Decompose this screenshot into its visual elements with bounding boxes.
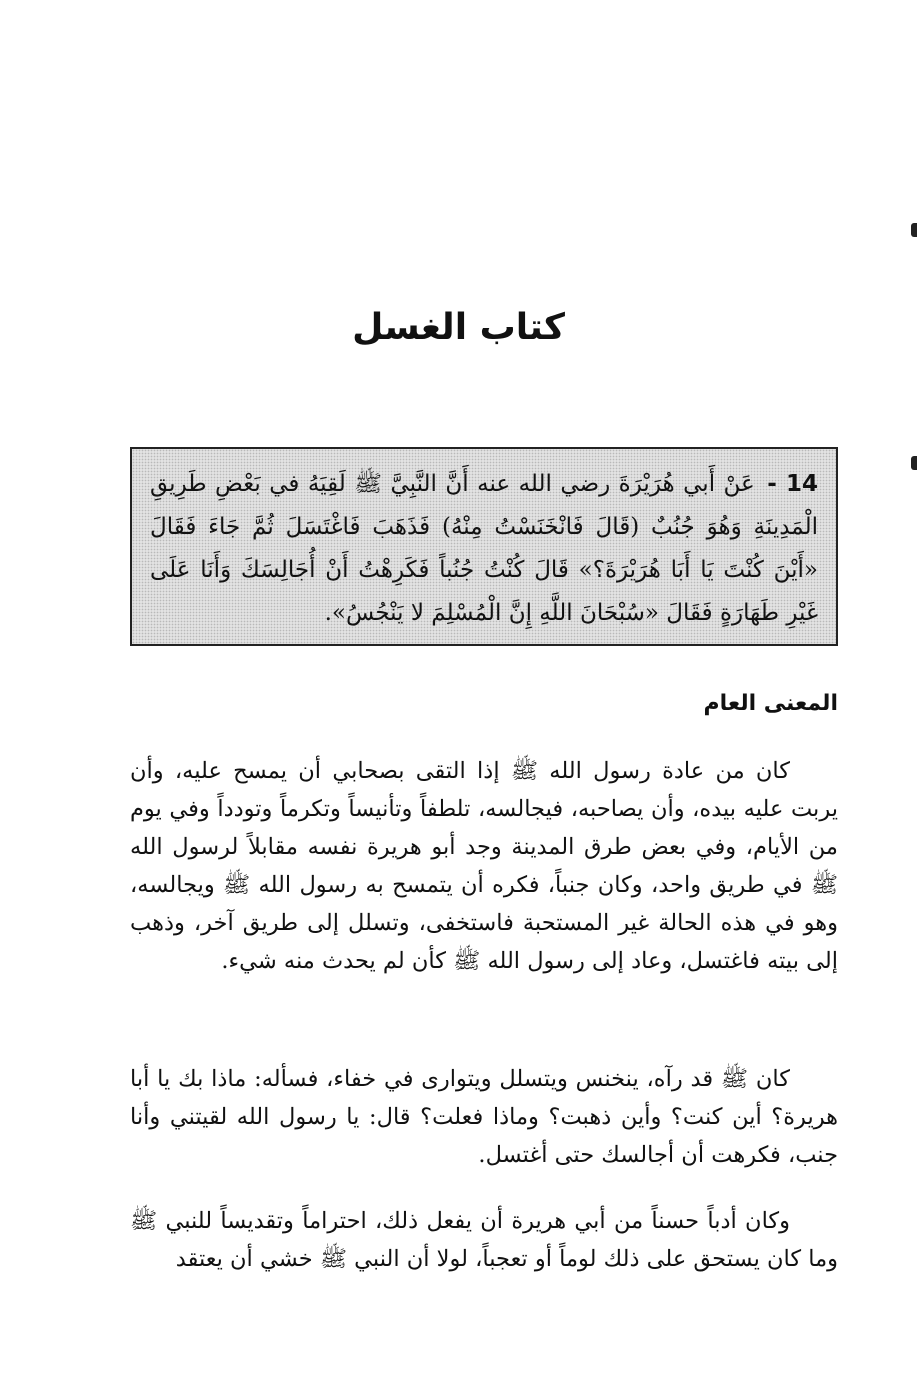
paragraph: وكان أدباً حسناً من أبي هريرة أن يفعل ذلك، احتراماً وتقديساً للنبي ﷺ وما كان يستحق على ذلك لوماً أو تعجباً، لولا أن النبي ﷺ خشي أن يعتقد: [130, 1208, 838, 1272]
hadith-number: 14 -: [767, 471, 819, 497]
chapter-title: كتاب الغسل: [352, 307, 565, 348]
paragraph: كان من عادة رسول الله ﷺ إذا التقى بصحابي أن يمسح عليه، وأن يربت عليه بيده، وأن يصاحبه، فيجالسه، تلطفاً وتأنيساً وتكرماً وتودداً وفي يوم من الأيام، وفي بعض طرق المدينة وجد أبو هريرة نفسه مقابلاً لرسول الله ﷺ في طريق واحد، وكان جنباً، فكره أن يتمسح به رسول الله ﷺ ويجالسه، وهو في هذه الحالة غير المستحبة فاستخفى، وتسلل إلى طريق آخر، وذهب إلى بيته فاغتسل، وعاد إلى رسول الله ﷺ كأن لم يحدث منه شيء.: [130, 758, 838, 974]
section-heading: المعنى العام: [703, 691, 838, 716]
page-edge-mark: [911, 456, 917, 470]
hadith-text: عَنْ أَبي هُرَيْرَةَ رضي الله عنه أَنَّ النَّبِيَّ ﷺ لَقِيَهُ في بَعْضِ طَرِيقِ الْمَدِينَةِ وَهُوَ جُنُبٌ (قَالَ فَانْخَنَسْتُ مِنْهُ) فَذَهَبَ فَاغْتَسَلَ ثُمَّ جَاءَ فَقَالَ «أَيْنَ كُنْتَ يَا أَبَا هُرَيْرَةَ؟» قَالَ كُنْتُ جُنُباً فَكَرِهْتُ أَنْ أُجَالِسَكَ وَأَنَا عَلَى غَيْرِ طَهَارَةٍ فَقَالَ «سُبْحَانَ اللَّهِ إِنَّ الْمُسْلِمَ لا يَنْجُسُ».: [150, 471, 818, 626]
hadith-box: [130, 447, 838, 646]
page-edge-mark: [911, 223, 917, 237]
paragraph: كان ﷺ قد رآه، ينخنس ويتسلل ويتوارى في خفاء، فسأله: ماذا بك يا أبا هريرة؟ أين كنت؟ وأين ذهبت؟ وماذا فعلت؟ قال: يا رسول الله لقيتني وأنا جنب، فكرهت أن أجالسك حتى أغتسل.: [130, 1066, 838, 1168]
